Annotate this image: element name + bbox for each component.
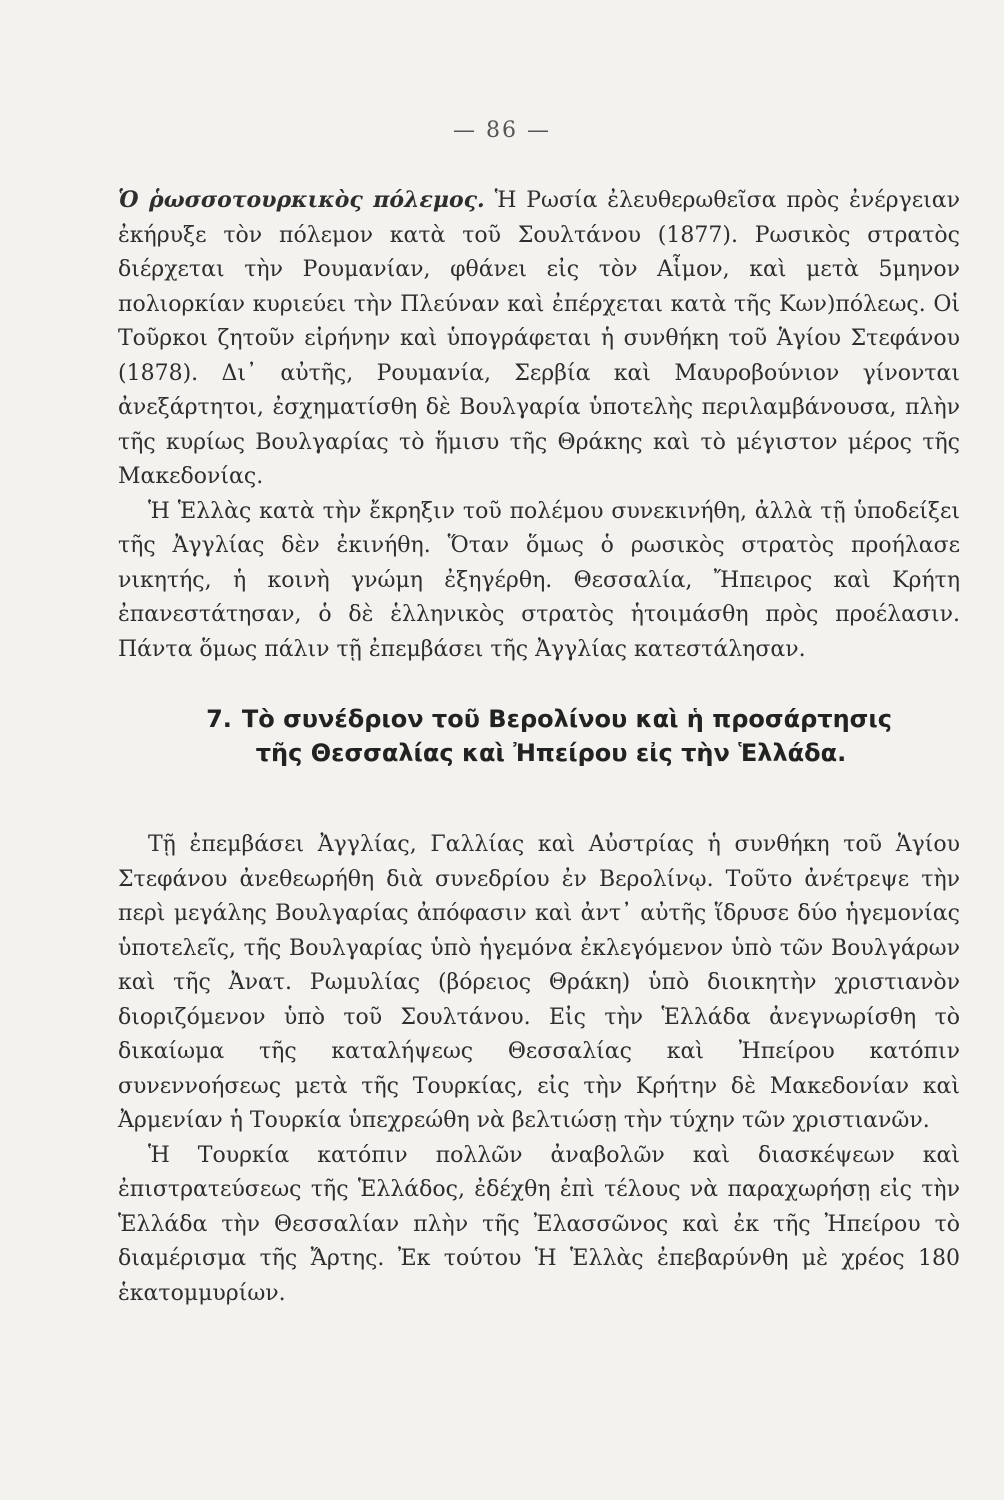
section-heading <box>118 702 960 770</box>
paragraph <box>118 183 960 495</box>
paragraph: Τῇ ἐπεμβάσει Ἀγγλίας, Γαλλίας καὶ Αὐστρίας ἡ συνθήκη τοῦ Ἁγίου Στεφάνου ἀνεθεωρήθη διὰ συνεδρίου ἐν Βερολίνῳ. Τοῦτο ἀνέτρεψε τὴν περὶ μεγάλης Βουλγαρίας ἀπόφασιν καὶ ἀντ᾿ αὐτῆς ἵδρυσε δύο ἡγεμονίας ὑποτελεῖς, τῆς Βουλγαρίας ὑπὸ ἡγεμόνα ἐκλεγόμενον ὑπὸ τῶν Βουλγάρων καὶ τῆς Ἀνατ. Ρωμυλίας (βόρειος Θράκη) ὑπὸ διοικητὴν χριστιανὸν διοριζόμενον ὑπὸ τοῦ Σουλτάνου. Εἰς τὴν Ἑλλάδα ἀνεγνωρίσθη τὸ δικαίωμα τῆς καταλήψεως Θεσσαλίας καὶ Ἠπείρου κατόπιν συνεννοήσεως μετὰ τῆς Τουρκίας, εἰς τὴν Κρήτην δὲ Μακεδονίαν καὶ Ἀρμενίαν ἡ Τουρκία ὑπεχρεώθη νὰ βελτιώσῃ τὴν τύχην τῶν χριστιανῶν. <box>118 832 960 1133</box>
section-berlin-congress <box>118 702 960 1311</box>
paragraph: Ἡ Τουρκία κατόπιν πολλῶν ἀναβολῶν καὶ διασκέψεων καὶ ἐπιστρατεύσεως τῆς Ἑλλάδος, ἐδέχθη ἐπὶ τέλους νὰ παραχωρήσῃ εἰς τὴν Ἑλλάδα τὴν Θεσσαλίαν πλὴν τῆς Ἐλασσῶνος καὶ ἐκ τῆς Ἠπείρου τὸ διαμέρισμα τῆς Ἄρτης. Ἐκ τούτου Ἡ Ἑλλὰς ἐπεβαρύνθη μὲ χρέος 180 ἑκατομμυρίων. <box>118 1142 960 1306</box>
section-title-line1: Τὸ συνέδριον τοῦ Βερολίνου καὶ ἡ προσάρτησις <box>241 705 892 733</box>
section-number: 7. <box>206 705 232 733</box>
section-title-line2: τῆς Θεσσαλίας καὶ Ἠπείρου εἰς τὴν Ἑλλάδα. <box>255 739 847 767</box>
section-heading-line <box>138 702 960 736</box>
section-russo-turkish-war <box>118 183 960 667</box>
paragraph: Ἡ Ἑλλὰς κατὰ τὴν ἔκρηξιν τοῦ πολέμου συνεκινήθη, ἀλλὰ τῇ ὑποδείξει τῆς Ἀγγλίας δὲν ἐκινήθη. Ὅταν ὅμως ὁ ρωσικὸς στρατὸς προήλασε νικητής, ἡ κοινὴ γνώμη ἐξηγέρθη. Θεσσαλία, Ἤπειρος καὶ Κρήτη ἐπανεστάτησαν, ὁ δὲ ἑλληνικὸς στρατὸς ἡτοιμάσθη πρὸς προέλασιν. Πάντα ὅμως πάλιν τῇ ἐπεμβάσει τῆς Ἀγγλίας κατεστάλησαν. <box>118 498 960 662</box>
run-in-heading: Ὁ ῥωσσοτουρκικὸς πόλεμος. <box>118 187 485 213</box>
page-number: — 86 — <box>453 118 551 143</box>
paragraph-text: Ἡ Ρωσία ἐλευθερωθεῖσα πρὸς ἐνέργειαν ἐκήρυξε τὸν πόλεμον κατὰ τοῦ Σουλτάνου (1877). Ρωσικὸς στρατὸς διέρχεται τὴν Ρουμανίαν, φθάνει εἰς τὸν Αἷμον, καὶ μετὰ 5μηνον πολιορκίαν κυριεύει τὴν Πλεύναν καὶ ἐπέρχεται κατὰ τῆς Κων)πόλεως. Οἱ Τοῦρκοι ζητοῦν εἰρήνην καὶ ὑπογράφεται ἡ συνθήκη τοῦ Ἁγίου Στεφάνου (1878). Δι᾿ αὐτῆς, Ρουμανία, Σερβία καὶ Μαυροβούνιον γίνονται ἀνεξάρτητοι, ἐσχηματίσθη δὲ Βουλγαρία ὑποτελὴς περιλαμβάνουσα, πλὴν τῆς κυρίως Βουλγαρίας τὸ ἥμισυ τῆς Θράκης καὶ τὸ μέγιστον μέρος τῆς Μακεδονίας. <box>118 188 961 489</box>
